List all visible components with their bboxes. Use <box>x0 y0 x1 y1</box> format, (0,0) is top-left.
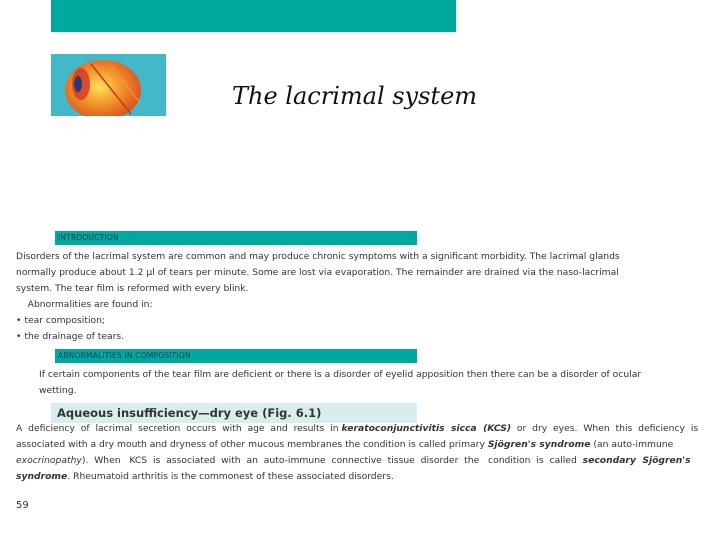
aqueous-line <box>16 453 710 469</box>
intro-line: Abnormalities are found in: <box>16 299 153 310</box>
introduction-paragraph <box>16 249 620 345</box>
abnormal-line: wetting. <box>39 385 77 396</box>
subheading-aqueous-insufficiency: Aqueous insufficiency—dry eye (Fig. 6.1) <box>57 406 322 420</box>
intro-line: normally produce about 1.2 µl of tears per minute. Some are lost via evaporation. The remainder are drained via the naso-lacrimal <box>16 267 619 278</box>
text-run: (an auto-immune <box>590 439 674 450</box>
term-syndrome: syndrome <box>16 471 68 482</box>
abnormal-line: If certain components of the tear film are deficient or there is a disorder of eyelid apposition then there can be a disorder of ocular <box>39 369 642 380</box>
page-number: 59 <box>16 500 29 511</box>
term-secondary-sjogren: secondary Sjögren's <box>582 455 691 466</box>
header-banner <box>51 0 456 32</box>
page-title: The lacrimal system <box>232 82 478 110</box>
aqueous-line <box>16 469 710 485</box>
text-run: associated with a dry mouth and dryness of other mucous membranes the condition is called primary <box>16 439 488 450</box>
term-sjogren: Sjögren's syndrome <box>487 439 591 450</box>
list-item: • tear composition; <box>16 315 106 326</box>
section-bar-introduction <box>55 231 417 245</box>
term-exocrinopathy: exocrinopathy <box>16 455 82 466</box>
intro-line: system. The tear film is reformed with every blink. <box>16 283 249 294</box>
section-heading-abnormalities: ABNORMALITIES IN COMPOSITION <box>58 351 191 360</box>
aqueous-paragraph <box>16 421 710 485</box>
text-run: ). When KCS is associated with an auto-immune connective tissue disorder the condition is called <box>81 455 583 466</box>
text-run: or dry eyes. When this deficiency is <box>511 423 699 434</box>
abnormalities-paragraph <box>39 367 641 399</box>
text-run: . Rheumatoid arthritis is the commonest of these associated disorders. <box>67 471 394 482</box>
aqueous-line <box>16 421 710 437</box>
aqueous-line <box>16 437 710 453</box>
section-heading-introduction: INTRODUCTION <box>58 233 119 242</box>
section-bar-abnormalities <box>55 349 417 363</box>
intro-line: Disorders of the lacrimal system are common and may produce chronic symptoms with a significant morbidity. The lacrimal glands <box>16 251 620 262</box>
term-kcs: keratoconjunctivitis sicca (KCS) <box>341 423 512 434</box>
eye-illustration <box>51 54 166 116</box>
subheading-box <box>51 403 417 423</box>
text-run: A deficiency of lacrimal secretion occurs with age and results in <box>16 423 342 434</box>
list-item: • the drainage of tears. <box>16 331 125 342</box>
